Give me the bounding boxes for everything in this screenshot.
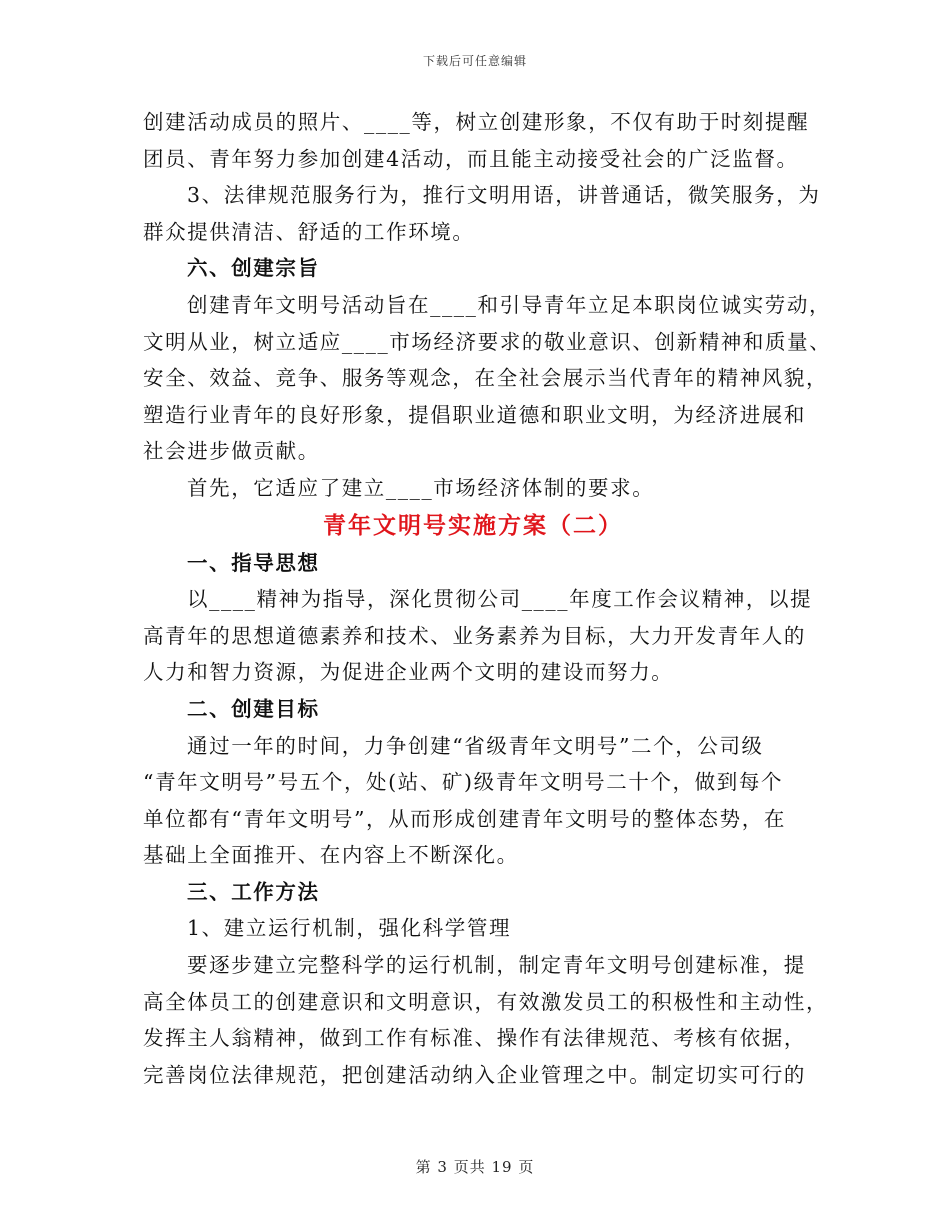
paragraph-line: 社会进步做贡献。	[143, 439, 320, 464]
paragraph-line: 通过一年的时间，力争创建“省级青年文明号”二个，公司级	[187, 733, 764, 758]
subsection-heading: 1、建立运行机制，强化科学管理	[187, 916, 512, 941]
paragraph-line: 要逐步建立完整科学的运行机制，制定青年文明号创建标准，提	[187, 953, 806, 978]
section-heading: 二、创建目标	[187, 696, 320, 721]
paragraph-line: 群众提供清洁、舒适的工作环境。	[143, 219, 475, 244]
paragraph-line: 发挥主人翁精神，做到工作有标准、操作有法律规范、考核有依据，	[143, 1026, 806, 1051]
paragraph-line: 首先，它适应了建立____市场经济体制的要求。	[187, 475, 655, 500]
document-title: 青年文明号实施方案（二）	[323, 511, 623, 539]
paragraph-line: 安全、效益、竞争、服务等观念，在全社会展示当代青年的精神风貌，	[143, 366, 829, 391]
paragraph-line: 创建活动成员的照片、____等，树立创建形象，不仅有助于时刻提醒	[143, 110, 810, 134]
paragraph-line: 单位都有“青年文明号”，从而形成创建青年文明号的整体态势，在	[143, 806, 786, 831]
paragraph-line: 团员、青年努力参加创建4活动，而且能主动接受社会的广泛监督。	[143, 146, 799, 171]
paragraph-line: “青年文明号”号五个，处(站、矿)级青年文明号二十个，做到每个	[143, 770, 784, 795]
page-header: 下载后可任意编辑	[422, 54, 527, 68]
paragraph-line: 文明从业，树立适应____市场经济要求的敬业意识、创新精神和质量、	[143, 329, 832, 354]
paragraph-line: 完善岗位法律规范，把创建活动纳入企业管理之中。制定切实可行的	[143, 1062, 806, 1087]
document-body	[143, 104, 832, 1093]
paragraph-line: 高全体员工的创建意识和文明意识，有效激发员工的积极性和主动性，	[143, 989, 829, 1014]
paragraph-line: 塑造行业青年的良好形象，提倡职业道德和职业文明，为经济进展和	[143, 402, 806, 427]
paragraph-line: 以____精神为指导，深化贯彻公司____年度工作会议精神，以提	[187, 587, 813, 612]
paragraph-line: 高青年的思想道德素养和技术、业务素养为目标，大力开发青年人的	[143, 623, 806, 648]
section-heading: 六、创建宗旨	[187, 256, 320, 281]
paragraph-line: 3、法律规范服务行为，推行文明用语，讲普通话，微笑服务，为	[187, 183, 821, 208]
section-heading: 一、指导思想	[187, 550, 320, 575]
paragraph-line: 基础上全面推开、在内容上不断深化。	[143, 843, 519, 868]
paragraph-line: 创建青年文明号活动旨在____和引导青年立足本职岗位诚实劳动，	[187, 292, 832, 317]
section-heading: 三、工作方法	[187, 879, 320, 904]
paragraph-line: 人力和智力资源，为促进企业两个文明的建设而努力。	[143, 660, 674, 685]
page-number: 第 3 页共 19 页	[415, 1158, 535, 1176]
